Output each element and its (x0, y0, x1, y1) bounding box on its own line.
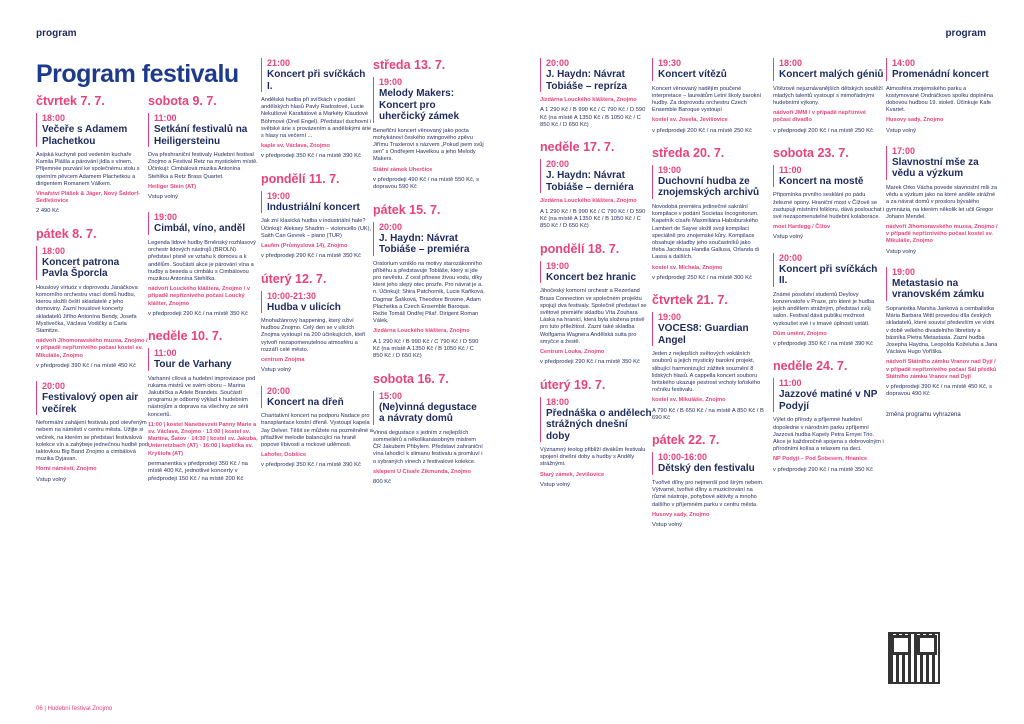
event-venue: Laufen (Průmyslová 14), Znojmo (261, 242, 348, 249)
event-name: Festivalový open air večírek (42, 392, 139, 415)
event-time: 20:00 (267, 385, 291, 396)
event-time: 15:00 (379, 390, 403, 401)
event-price: v předprodeji 250 Kč / na místě 300 Kč (652, 274, 752, 281)
event-description: Marek Orko Vácha povede slavnostní mši za vědu a výzkum jako na které anděle strážné a za návrat domů v prosloru bývalého gymnázia, na kterém několik let učil Gregor Johann Mendel. (886, 184, 997, 220)
spacer (886, 137, 998, 144)
day-heading: pondělí 18. 7. (540, 241, 620, 256)
event-venue: Husovy sady, Znojmo (652, 511, 710, 518)
event-venue: Dům umění, Znojmo (773, 330, 827, 337)
spacer (773, 350, 885, 357)
spacer (540, 233, 652, 240)
event-header (373, 391, 485, 425)
event-header (373, 77, 485, 123)
spacer (148, 485, 260, 492)
event-description: Charitativní koncert na podporu Nadace pro transplantace kostní dřeně. Vystoupí kapela Jay Delver. Těšit se můžete na pozměněné a přitažlivé melodie balancující na hraně popové líbivosti a rockové uděmosti. (261, 413, 373, 448)
event-description: Benefiční koncert věnovaný jako pocta mohykánovi českého swingového zpěvu Jiřímu Traxlerovi s názvem „Pokud jsem svůj sen" s Ondřejem Havelkou a jeho Melody Makers. (373, 127, 484, 163)
event-header (148, 212, 260, 235)
spacer (886, 401, 998, 408)
spacer (373, 488, 485, 495)
header-left: program (36, 28, 77, 39)
event-time: 10:00-21:30 (267, 290, 317, 301)
event-description: Jak zní klasická hudba v industriální hale? Účinkují: Aleksey Shadrin – violoncello (UK), Saith Can Gevrek – piano (TUR) (261, 218, 372, 239)
event-time: 19:00 (267, 190, 291, 201)
event-description: Vinná degustace s jedním z nejlepších sommeliérů a několikanásobným mistrem ČR Jakubem Přibylem. Představí zahraniční vína lahodící k slimanu festivalu a promluví i o vybraných vínech z festivalové kolekce. (373, 429, 483, 465)
day-heading: středa 13. 7. (373, 58, 446, 72)
event-description: Asijská kuchyně pod vedením kuchaře Kamila Plášla a párování jídla s vínem. Příjemnée pozvání ke společnému stolu s operním pěvcem Adamem Plachetkou a dirigentem Romanem Válkem. (36, 152, 140, 187)
event-time: 17:00 (892, 145, 916, 156)
spacer (261, 163, 373, 170)
event-header (652, 312, 764, 346)
day-heading: sobota 23. 7. (773, 145, 849, 160)
spacer (540, 131, 652, 138)
qr-code-icon[interactable] (888, 632, 940, 684)
event-description: Koncert věnovaný nadějím poučené interpretace – laureátům Letní školy barokní hudby. Za doprovodu orchestru Czech Ensemble Baroque vystoupí (652, 85, 762, 114)
column-4 (373, 56, 485, 716)
event-name: Koncert při svíčkách I. (267, 69, 366, 92)
event-header (540, 261, 652, 284)
event-venue: Horní náměstí, Znojmo (36, 466, 97, 473)
event-price: A 1 290 Kč / B 990 Kč / C 790 Kč / D 590 Kč (na místě A 1350 Kč / B 1050 Kč / C 850 Kč / D 650 Kč) (540, 208, 646, 230)
event-venue: Jízdárna Louckého kláštera, Znojmo (540, 97, 637, 103)
event-price: v předprodeji 290 Kč / na místě 350 Kč (261, 253, 361, 260)
day-heading: pátek 8. 7. (36, 226, 97, 241)
event-name: Jazzové matiné v NP Podyjí (779, 389, 878, 412)
event-time: 11:00 (154, 348, 177, 359)
event-header (261, 191, 373, 214)
event-venue: Starý zámek, Jevišovice (540, 471, 605, 478)
event-price: v předprodeji 350 Kč / na místě 390 Kč (773, 341, 873, 348)
event-name: Melody Makers: Koncert pro uherčický zámek (379, 88, 460, 122)
event-description: Varhanní cílová a hudební improvizace pod rukama mistrů ve svém oboru – Marina Jakubíčka a Adele Brandeis. Součástí programu je odborný výklad k hudebním nástrojům a doprava na všechny ze sérii koncertů. (148, 375, 256, 418)
event-header (36, 246, 148, 280)
event-venue: nádvoří Jihomoravského muzea, Znojmo / v případě nepříznivého počasí kostel sv. Mikuláše, Znojmo (36, 338, 148, 359)
event-name: Setkání festivalů na Heiligersteinu (154, 124, 248, 147)
spacer (773, 476, 885, 483)
event-time: 19:00 (658, 164, 682, 175)
event-name: Duchovní hudba ze znojemských archivů (658, 175, 760, 199)
day-heading: úterý 19. 7. (540, 377, 606, 392)
event-time: 18:00 (42, 245, 66, 256)
event-name: VOCES8: Guardian Angel (658, 323, 749, 346)
event-time: 19:00 (658, 312, 682, 323)
event-time: 21:00 (267, 58, 291, 68)
event-price: v předprodeji 350 Kč / na místě 390 Kč (261, 462, 361, 469)
event-name: Promenádní koncert (892, 69, 989, 80)
event-description: Známé posolství studentů Deylovy konzervatoře v Praze, pro které je hudba jejich andělem strážným, představí svůj salon. Festival dává publiku možnost vyzkoušet své i v tmavé úplnosti ustátí. (773, 291, 875, 327)
event-price: A 790 Kč / B 650 Kč / na místě A 850 Kč / B 690 Kč (652, 407, 764, 421)
spacer (36, 372, 148, 379)
event-price: A 1 290 Kč / B 990 Kč / C 790 Kč / D 590 Kč (na místě A 1350 Kč / B 1050 Kč / C 850 Kč / D 650 Kč) (540, 107, 646, 129)
event-price: Vstup volný (261, 367, 291, 374)
event-header (773, 58, 885, 81)
event-header (36, 113, 148, 147)
event-name: J. Haydn: Návrat Tobiáše – premiéra (379, 232, 470, 256)
event-price: Vstup volný (540, 481, 570, 488)
event-name: Koncert bez hranic (546, 271, 637, 283)
event-price: v předprodeji 290 Kč / na místě 350 Kč (773, 466, 873, 473)
spacer (652, 284, 764, 291)
event-price: v předprodeji 290 Kč / na místě 350 Kč (540, 359, 640, 366)
event-price: v předprodeji 200 Kč / na místě 250 Kč (652, 127, 752, 134)
event-time: 20:00 (546, 58, 570, 68)
event-price: Vstup volný (148, 194, 178, 201)
column-2 (148, 92, 260, 724)
event-name: Metastasio na vranovském zámku (892, 277, 985, 301)
event-header (373, 222, 485, 256)
event-venue: kaple sv. Václava, Znojmo (261, 143, 330, 150)
event-venue: most Hardegg / Čížov (773, 224, 831, 231)
event-description: Jeden z nejlepších světových vokálních souborů a jejich mystický barokní projekt, slibující harmonizující zážitek souznění 8 lidských hlasů. A cappella koncert souboru britského ukazuje pestrost vrcholy loňského ročníku festivalu. (652, 351, 761, 394)
event-description: Vítězové nejuznávanějších dětských soutěží mladých talentů vystoupí s mimořádnými hudebními výkony. (773, 85, 883, 106)
day-heading: neděle 17. 7. (540, 140, 615, 155)
event-header (261, 291, 373, 314)
event-name: Koncert vítězů (658, 69, 727, 80)
event-time: 20:00 (779, 252, 803, 263)
day-heading: neděle 24. 7. (773, 359, 848, 374)
event-header (36, 381, 148, 415)
event-time: 20:00 (379, 221, 403, 232)
event-description: Neformální zahájení festivalu pod otevřeným nebem na náměstí v centru města. Užijte si večírek, na kterém se představí festivalová kolekce vín a zahýbeje jednečnou hudbě pod taktovkou Big Band Znojmo a cimbálová muzika Dyjavan. (36, 420, 148, 463)
event-header (540, 397, 652, 443)
day-heading: sobota 16. 7. (373, 371, 449, 386)
event-time: 11:00 (779, 378, 802, 389)
event-name: Slavnostní mše za vědu a výzkum (892, 156, 979, 180)
event-time: 20:00 (546, 159, 570, 170)
event-name: Koncert při svíčkách II. (779, 263, 878, 287)
column-5 (540, 56, 652, 716)
event-price: Vstup volný (886, 127, 916, 134)
event-description: Tvořivé dílny pro nejmenší pod širým nebem. Výtvarné, tvořivé dílny a muzicírování na různé nástroje, pohybové aktivity a mnoho dalšího v příjemném parku v centru města. (652, 479, 764, 508)
event-description: Výlet do přírody a příjemné hudební dopoledne v národním parku zpříjemní Jazzová hudba Kapely Petra Ernyei Trio. Akce je každoročně spojena s dobrovolným i přírodními kolísa a relaxem na deci. (773, 417, 884, 453)
event-time: 18:00 (779, 58, 803, 68)
event-description: Připomínka prvního sesklání po pádu železné opony. Hraniční most v Čížově se zastupují místními folkloru, dává poslouchat i své nezapomenutelné hudební kolaborace. (773, 192, 885, 221)
spacer (540, 369, 652, 376)
event-name: Cimbál, víno, anděl (154, 223, 246, 235)
spacer (261, 472, 373, 479)
spacer (886, 258, 998, 265)
event-name: Dětský den festivalu (658, 463, 755, 475)
event-header (261, 58, 373, 92)
event-description: Mnohažánrový happening, který oživí hudbou Znojmo. Celý den se v ulicích Znojma vystoupí na 200 účinkujících, kteří vytvoří nezapomenutelnou atmosféru a rozzáří celé město. (261, 318, 366, 353)
event-price: v předprodeji 390 Kč / na místě 450 Kč (36, 362, 136, 369)
event-venue: Jízdárna Louckého kláštera, Znojmo (373, 328, 470, 335)
event-price: 800 Kč (373, 479, 392, 485)
event-venue: Státní zámek Uherčice (373, 166, 433, 173)
event-time: 10:00-16:00 (658, 452, 708, 463)
event-name: Koncert patrona Pavla Šporcla (42, 256, 120, 280)
event-name: Koncert malých géniů (779, 69, 884, 80)
event-venue: kostel sv. Michala, Znojmo (652, 264, 723, 271)
event-description: Andělská hudba při svíčkách v podání andělských hlasů Pavly Radostové, Lucie Nekulšové Karafiátové a Markéty Klaudové Böhmové (Dreil Engel). Představí duchovní i světské árie s provázením a andělskými árie s hlasy na večerní ... (261, 97, 372, 140)
spacer (652, 137, 764, 144)
event-description: Oratorium vzniklo na motivy starozákonního příběhu a představuje Tobiáše, který si jde pro nevěstu. Z cest přinese živou vodu, díky které jeho slepý otec prozře. Pro návrat je a. n. Účinkují: Shira Patchornik, Lucie Kaňková, Dagmar Šašková, Theodore Browne, Adam Plachetka a Czech Ensemble Baroque. Režie Tomáš Ondřej Pilař. Dirigent Roman Válek. (373, 260, 485, 325)
spacer (261, 377, 373, 384)
event-time: 14:00 (892, 58, 916, 68)
day-heading: úterý 12. 7. (261, 271, 327, 286)
event-venue: Lahofer, Dobšice (261, 452, 307, 459)
event-time: 18:00 (42, 113, 66, 123)
event-name: J. Haydn: Návrat Tobiáše – derniéra (546, 170, 634, 193)
event-header (540, 159, 652, 193)
column-3 (261, 56, 373, 716)
event-description: Novodobá premiéra jedinečné sakrální kompilace v podání Societas Incognitorum. Kapelník císaře Maxmiliána Habsburského Lambert de Sayve složil svoji kompilaci speciálně pro znojemské kůry. Kompilace obsahuje skladby jeho součastníků jako třeba Jacobusa Handla Gallusa, Orlanda di Lassa a dalších. (652, 203, 759, 261)
event-time: 19:00 (892, 266, 916, 277)
spacer (373, 363, 485, 370)
header-right: program (945, 28, 986, 39)
event-header (886, 58, 998, 81)
day-heading: pátek 22. 7. (652, 433, 720, 448)
event-price: v předprodeji 390 Kč / na místě 450 Kč, s dopravou 490 Kč (886, 383, 993, 398)
event-venue: Heiliger Stein (AT) (148, 183, 197, 190)
footer: 06 | Hudební festival Znojmo (36, 706, 113, 712)
spacer (148, 320, 260, 327)
event-header (652, 165, 764, 199)
event-header (148, 348, 260, 371)
event-name: Přednáška o andělech strážných dnešní doby (546, 407, 652, 442)
spacer (773, 137, 885, 144)
event-venue: kostel sv. Josefa, Jevišovice (652, 117, 728, 124)
event-venue: kostel sv. Mikuláše, Znojmo (652, 397, 726, 404)
event-time: 19:00 (154, 212, 178, 223)
day-heading: čtvrtek 7. 7. (36, 94, 105, 108)
event-time: 11:00 (154, 113, 177, 123)
event-time: 20:00 (42, 381, 66, 392)
event-venue: nádvoří Louckého kláštera, Znojmo / v případě nepříznivého počasí Loucký klášter, Znojmo (148, 286, 250, 307)
event-venue: Jízdárna Louckého kláštera, Znojmo (540, 198, 637, 205)
event-name: Tour de Varhany (154, 359, 232, 371)
event-price: permanentka v předprodeji 350 Kč / na místě 400 Kč, jednotlivé koncerty v předprodeji 150 Kč / na místě 200 Kč (148, 460, 248, 482)
day-heading: čtvrtek 21. 7. (652, 293, 728, 308)
event-name: Koncert na mostě (779, 175, 864, 187)
event-price: v předprodeji 490 Kč / na místě 550 Kč, s dopravou 590 Kč (373, 176, 480, 191)
column-7 (773, 56, 885, 716)
page-title: Program festivalu (36, 60, 239, 88)
column-1 (36, 92, 148, 724)
event-venue: nádvoří Jihomoravského muzea, Znojmo / v případě nepříznivého počasí kostel sv. Mikuláše, Znojmo (886, 223, 998, 245)
day-heading: pátek 15. 7. (373, 202, 441, 217)
program-note: změna programu vyhrazena (886, 411, 961, 418)
event-price: Vstup volný (886, 248, 916, 255)
event-venue: nádvoří Státního zámku Vranov nad Dyjí / v případě nepříznivého počasí Sál předků Státního zámku Vranov nad Dyjí (886, 359, 997, 380)
event-name: Večeře s Adamem Plachetkou (42, 124, 128, 147)
day-heading: pondělí 11. 7. (261, 171, 340, 186)
spacer (261, 263, 373, 270)
day-heading: sobota 9. 7. (148, 94, 217, 108)
event-venue: sklepení U Císaře Zikmunda, Znojmo (373, 468, 471, 475)
day-heading: středa 20. 7. (652, 145, 725, 160)
event-description: Významný teolog přiblíží divákům festivalu spojení dnešní doby a hudby s Anděly strážnými. (540, 447, 646, 468)
spacer (652, 424, 764, 431)
event-price: v předprodeji 200 Kč / na místě 250 Kč (773, 127, 873, 134)
column-8 (886, 56, 998, 716)
event-price: Vstup volný (652, 521, 682, 528)
event-venue: Centrum Louka, Znojmo (540, 348, 605, 355)
event-name: Industriální koncert (267, 201, 360, 213)
event-header (261, 386, 373, 409)
event-header (886, 146, 998, 180)
event-header (773, 378, 885, 412)
event-price: A 1 290 Kč / B 990 Kč / C 790 Kč / D 590 Kč (na místě A 1350 Kč / B 1050 Kč / C 850 Kč / D 650 Kč) (373, 338, 479, 360)
event-header (886, 267, 998, 301)
event-venue: 11:00 | kostel Nanebevzetí Panny Marie a sv. Václava, Znojmo · 13:00 | kostel sv. Martina, Šatov · 14:30 | kostel sv. Jakuba, Unterretzbach (AT) · 16:00 | kaplička sv. Kryštofa (AT) (148, 421, 258, 457)
event-description: Atmosféra znojemského parku a kostymované Ondráčkovo spolku doplněna dobovou hudbou 19. století. Účinkuje Kafe Kvartet. (886, 85, 993, 114)
spacer (540, 491, 652, 498)
event-price: v předprodeji 350 Kč / na místě 390 Kč (261, 153, 361, 160)
event-price: v předprodeji 290 Kč / na místě 350 Kč (148, 310, 248, 317)
event-time: 18:00 (546, 396, 570, 407)
spacer (652, 531, 764, 538)
event-venue: Husovy sady, Znojmo (886, 117, 944, 124)
spacer (36, 486, 148, 493)
event-venue: Vinařství Plášek & Jäger, Nový Šaldorf-Sedlešovice (36, 191, 141, 205)
event-venue: NP Podyjí – Pod Šobesem, Hnanice (773, 456, 868, 463)
event-time: 11:00 (779, 164, 802, 175)
event-header (652, 58, 764, 81)
event-name: J. Haydn: Návrat Tobiáše – repríza (546, 69, 627, 92)
spacer (773, 244, 885, 251)
event-venue: nádvoří JMM / v případě nepříznivé počasí divadlo (773, 110, 866, 124)
event-time: 19:00 (379, 77, 403, 87)
event-name: (Ne)vinná degustace a návraty domů (379, 401, 477, 425)
event-name: Hudba v ulicích (267, 301, 341, 313)
event-header (148, 113, 260, 147)
column-6 (652, 56, 764, 716)
day-heading: neděle 10. 7. (148, 329, 223, 344)
event-price: Vstup volný (36, 476, 66, 483)
event-header (773, 253, 885, 287)
event-description: Houslový virtuóz v doprovodu Janáčkova komorního orchestru vrací domů hudbu, kterou složili čeští skladatelé z jeho domoviny. Zazní houslové koncerty skladatelů Jiřího Antonína Bendy, Josefa Myslivečka, Václava Vodičky a Carla Stamitze. (36, 284, 138, 335)
event-time: 19:30 (658, 58, 682, 68)
event-name: Koncert na dřeň (267, 396, 344, 408)
event-description: Sopranistka Marsha Janková a cembalistka Mária Barbara Wittl provedou díla českých skladatelů, které souvisí především ve vídni v době velkého divadelního libretisty a básníka Pietra Metastasia. Zazní hudba Josepha Haydna, Leopolda Koželuha a Jana Václava Hugo Voříška. (886, 305, 998, 356)
event-time: 19:00 (546, 260, 570, 271)
event-header (540, 58, 652, 92)
event-description: Dva přeshraniční festivaly Hudební festival Znojmo a Festival Retz na mystickém místě. Účinkují: Cimbálová muzika Antonína Stehlíka a Retz Brass Quartet. (148, 152, 258, 180)
event-description: Jihočeský komorní orchestr a Rezerland Brass Connection ve společném projektu spojují dva festivaly. Společně představí se světové premiéře skladbu Víta Zouhara Láska na hranici, která byla složena právě pro tuto příležitost. Zazní také skladba Wolfgama Wagnera Andělská suita pro smyčce a žestě. (540, 288, 647, 345)
spacer (36, 218, 148, 225)
spacer (148, 203, 260, 210)
event-header (652, 452, 764, 475)
event-venue: centrum Znojma (261, 357, 305, 364)
event-price: Vstup volný (773, 234, 803, 241)
event-header (773, 165, 885, 188)
event-price: 2 490 Kč (36, 208, 59, 215)
event-description: Legenda lidové hudby Brněnský rozhlasový orchestr lidových nástrojů (BROLN) představí písně ve vztahu k domovu a k andělům. Součástí akce je párování vína a hudby a beseda u cimbálu s Cimbálovou muzikou Antonína Stehlíka. (148, 239, 256, 282)
spacer (373, 194, 485, 201)
